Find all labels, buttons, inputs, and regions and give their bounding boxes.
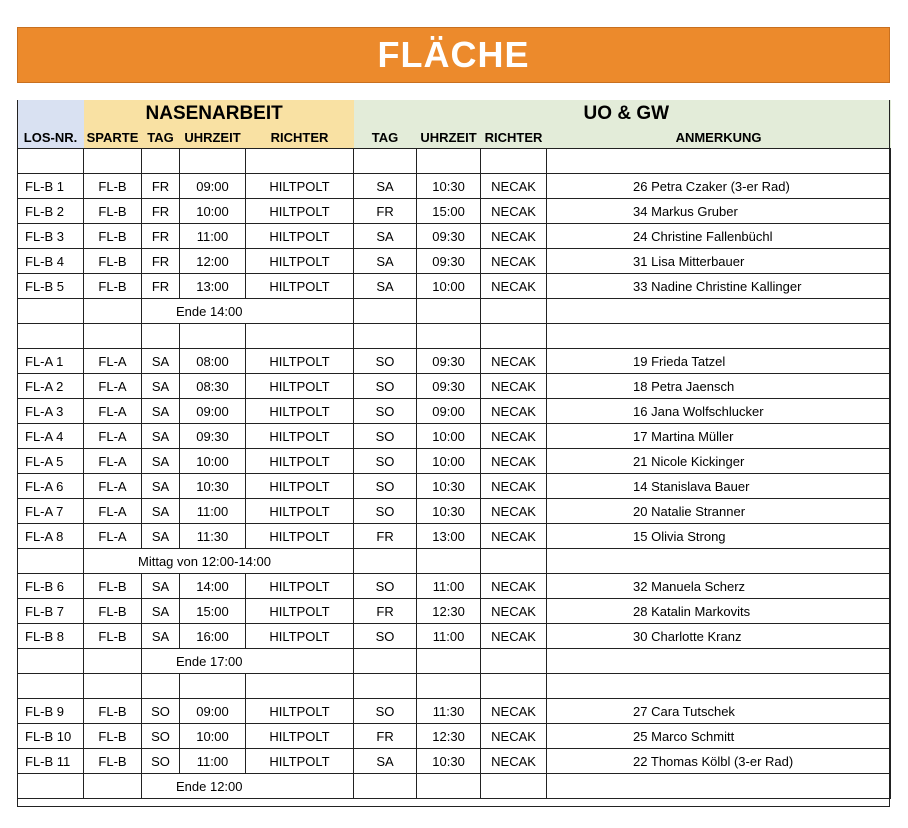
empty-cell bbox=[84, 149, 142, 174]
sparte-cell: FL-B bbox=[84, 224, 142, 249]
empty-cell bbox=[354, 149, 417, 174]
richter-cell: HILTPOLT bbox=[246, 374, 354, 399]
richter-cell: NECAK bbox=[481, 199, 547, 224]
uhrzeit-cell: 11:00 bbox=[180, 749, 246, 774]
uhrzeit-cell: 13:00 bbox=[417, 524, 481, 549]
tag-cell: SA bbox=[142, 374, 180, 399]
anmerkung-cell: 25 Marco Schmitt bbox=[547, 724, 891, 749]
tag-cell: SA bbox=[142, 474, 180, 499]
richter-cell: HILTPOLT bbox=[246, 249, 354, 274]
empty-cell bbox=[481, 649, 547, 674]
empty-cell bbox=[18, 774, 84, 799]
tag-cell: SA bbox=[142, 424, 180, 449]
anmerkung-cell: 26 Petra Czaker (3-er Rad) bbox=[547, 174, 891, 199]
uhrzeit-cell: 16:00 bbox=[180, 624, 246, 649]
sparte-cell: FL-B bbox=[84, 624, 142, 649]
sparte-cell: FL-A bbox=[84, 474, 142, 499]
los-nr-cell: FL-A 7 bbox=[18, 499, 84, 524]
sparte-cell: FL-B bbox=[84, 574, 142, 599]
empty-cell bbox=[547, 549, 891, 574]
uhrzeit-cell: 11:00 bbox=[417, 574, 481, 599]
uhrzeit-cell: 12:30 bbox=[417, 724, 481, 749]
richter-cell: NECAK bbox=[481, 624, 547, 649]
empty-cell bbox=[84, 674, 142, 699]
schedule-body bbox=[18, 100, 891, 799]
anmerkung-cell: 19 Frieda Tatzel bbox=[547, 349, 891, 374]
anmerkung-cell: 24 Christine Fallenbüchl bbox=[547, 224, 891, 249]
richter-cell: HILTPOLT bbox=[246, 474, 354, 499]
empty-cell bbox=[180, 674, 246, 699]
empty-cell bbox=[547, 149, 891, 174]
anmerkung-cell: 31 Lisa Mitterbauer bbox=[547, 249, 891, 274]
empty-cell bbox=[547, 674, 891, 699]
tag-cell: SO bbox=[354, 374, 417, 399]
info-row bbox=[18, 299, 891, 324]
tag-cell: SO bbox=[354, 699, 417, 724]
richter-cell: NECAK bbox=[481, 749, 547, 774]
uhrzeit-cell: 10:00 bbox=[180, 199, 246, 224]
col-uhrzeit-uo-gw: UHRZEIT bbox=[417, 127, 481, 149]
los-nr-cell: FL-B 11 bbox=[18, 749, 84, 774]
richter-cell: HILTPOLT bbox=[246, 524, 354, 549]
anmerkung-cell: 16 Jana Wolfschlucker bbox=[547, 399, 891, 424]
sparte-cell: FL-B bbox=[84, 199, 142, 224]
table-row bbox=[18, 474, 891, 499]
empty-cell bbox=[481, 299, 547, 324]
uhrzeit-cell: 11:00 bbox=[180, 224, 246, 249]
anmerkung-cell: 15 Olivia Strong bbox=[547, 524, 891, 549]
tag-cell: SO bbox=[354, 499, 417, 524]
sparte-cell: FL-B bbox=[84, 174, 142, 199]
sparte-cell: FL-B bbox=[84, 699, 142, 724]
tag-cell: SA bbox=[354, 249, 417, 274]
richter-cell: HILTPOLT bbox=[246, 399, 354, 424]
uhrzeit-cell: 12:00 bbox=[180, 249, 246, 274]
tag-cell: SA bbox=[142, 349, 180, 374]
uhrzeit-cell: 09:30 bbox=[417, 224, 481, 249]
empty-cell bbox=[547, 774, 891, 799]
empty-cell bbox=[354, 674, 417, 699]
los-nr-cell: FL-B 2 bbox=[18, 199, 84, 224]
los-nr-cell: FL-B 5 bbox=[18, 274, 84, 299]
tag-cell: FR bbox=[142, 199, 180, 224]
richter-cell: NECAK bbox=[481, 349, 547, 374]
uhrzeit-cell: 11:00 bbox=[417, 624, 481, 649]
uhrzeit-cell: 10:00 bbox=[417, 274, 481, 299]
empty-cell bbox=[246, 324, 354, 349]
richter-cell: HILTPOLT bbox=[246, 449, 354, 474]
empty-cell bbox=[246, 674, 354, 699]
tag-cell: SO bbox=[354, 624, 417, 649]
sparte-cell: FL-B bbox=[84, 749, 142, 774]
sparte-cell: FL-B bbox=[84, 274, 142, 299]
uhrzeit-cell: 13:00 bbox=[180, 274, 246, 299]
tag-cell: FR bbox=[142, 224, 180, 249]
empty-cell bbox=[180, 149, 246, 174]
empty-cell bbox=[417, 649, 481, 674]
empty-cell bbox=[354, 649, 417, 674]
uhrzeit-cell: 10:30 bbox=[417, 749, 481, 774]
richter-cell: HILTPOLT bbox=[246, 574, 354, 599]
anmerkung-cell: 22 Thomas Kölbl (3-er Rad) bbox=[547, 749, 891, 774]
empty-cell bbox=[142, 149, 180, 174]
tag-cell: FR bbox=[142, 249, 180, 274]
empty-cell bbox=[18, 324, 84, 349]
anmerkung-cell: 17 Martina Müller bbox=[547, 424, 891, 449]
richter-cell: NECAK bbox=[481, 424, 547, 449]
table-row bbox=[18, 574, 891, 599]
tag-cell: SO bbox=[354, 349, 417, 374]
empty-cell bbox=[481, 324, 547, 349]
tag-cell: FR bbox=[354, 524, 417, 549]
uhrzeit-cell: 10:30 bbox=[417, 474, 481, 499]
uhrzeit-cell: 09:30 bbox=[417, 349, 481, 374]
schedule-note: Ende 14:00 bbox=[142, 299, 354, 324]
schedule-note: Ende 17:00 bbox=[142, 649, 354, 674]
table-row bbox=[18, 399, 891, 424]
title-spacer bbox=[17, 83, 890, 100]
richter-cell: NECAK bbox=[481, 374, 547, 399]
empty-cell bbox=[417, 674, 481, 699]
sparte-cell: FL-A bbox=[84, 499, 142, 524]
los-nr-cell: FL-A 4 bbox=[18, 424, 84, 449]
empty-cell bbox=[84, 774, 142, 799]
uhrzeit-cell: 11:30 bbox=[417, 699, 481, 724]
tag-cell: SA bbox=[142, 399, 180, 424]
empty-cell bbox=[417, 299, 481, 324]
empty-cell bbox=[18, 674, 84, 699]
sparte-cell: FL-A bbox=[84, 374, 142, 399]
los-nr-cell: FL-B 8 bbox=[18, 624, 84, 649]
richter-cell: HILTPOLT bbox=[246, 699, 354, 724]
richter-cell: HILTPOLT bbox=[246, 624, 354, 649]
tag-cell: FR bbox=[142, 274, 180, 299]
los-nr-cell: FL-A 3 bbox=[18, 399, 84, 424]
los-nr-cell: FL-A 6 bbox=[18, 474, 84, 499]
empty-cell bbox=[246, 149, 354, 174]
sparte-cell: FL-B bbox=[84, 249, 142, 274]
schedule-note: Mittag von 12:00-14:00 bbox=[84, 549, 354, 574]
group-los bbox=[18, 100, 84, 127]
tag-cell: SA bbox=[142, 524, 180, 549]
uhrzeit-cell: 10:00 bbox=[417, 424, 481, 449]
anmerkung-cell: 27 Cara Tutschek bbox=[547, 699, 891, 724]
uhrzeit-cell: 09:00 bbox=[180, 174, 246, 199]
uhrzeit-cell: 09:30 bbox=[417, 374, 481, 399]
empty-cell bbox=[354, 549, 417, 574]
richter-cell: HILTPOLT bbox=[246, 199, 354, 224]
richter-cell: NECAK bbox=[481, 449, 547, 474]
uhrzeit-cell: 09:30 bbox=[417, 249, 481, 274]
tag-cell: SO bbox=[142, 749, 180, 774]
sparte-cell: FL-B bbox=[84, 599, 142, 624]
tag-cell: SA bbox=[142, 574, 180, 599]
los-nr-cell: FL-A 5 bbox=[18, 449, 84, 474]
richter-cell: NECAK bbox=[481, 224, 547, 249]
empty-cell bbox=[481, 674, 547, 699]
col-uhrzeit-nasenarbeit: UHRZEIT bbox=[180, 127, 246, 149]
sparte-cell: FL-B bbox=[84, 724, 142, 749]
anmerkung-cell: 30 Charlotte Kranz bbox=[547, 624, 891, 649]
uhrzeit-cell: 08:30 bbox=[180, 374, 246, 399]
col-tag-nasenarbeit: TAG bbox=[142, 127, 180, 149]
los-nr-cell: FL-B 6 bbox=[18, 574, 84, 599]
empty-cell bbox=[354, 324, 417, 349]
uhrzeit-cell: 09:00 bbox=[180, 699, 246, 724]
uhrzeit-cell: 10:00 bbox=[417, 449, 481, 474]
group-uo-gw: UO & GW bbox=[354, 100, 891, 127]
blank-row bbox=[18, 324, 891, 349]
table-row bbox=[18, 199, 891, 224]
table-row bbox=[18, 699, 891, 724]
los-nr-cell: FL-A 1 bbox=[18, 349, 84, 374]
empty-cell bbox=[481, 149, 547, 174]
empty-cell bbox=[180, 324, 246, 349]
col-richter-nasenarbeit: RICHTER bbox=[246, 127, 354, 149]
table-row bbox=[18, 524, 891, 549]
anmerkung-cell: 32 Manuela Scherz bbox=[547, 574, 891, 599]
los-nr-cell: FL-B 9 bbox=[18, 699, 84, 724]
tag-cell: SO bbox=[354, 574, 417, 599]
richter-cell: NECAK bbox=[481, 174, 547, 199]
table-row bbox=[18, 224, 891, 249]
table-row bbox=[18, 499, 891, 524]
anmerkung-cell: 28 Katalin Markovits bbox=[547, 599, 891, 624]
uhrzeit-cell: 09:00 bbox=[180, 399, 246, 424]
uhrzeit-cell: 10:00 bbox=[180, 449, 246, 474]
table-row bbox=[18, 249, 891, 274]
blank-row bbox=[18, 149, 891, 174]
tag-cell: SA bbox=[142, 449, 180, 474]
table-row bbox=[18, 274, 891, 299]
richter-cell: HILTPOLT bbox=[246, 349, 354, 374]
table-row bbox=[18, 449, 891, 474]
los-nr-cell: FL-B 10 bbox=[18, 724, 84, 749]
table-row bbox=[18, 724, 891, 749]
schedule-sheet bbox=[17, 27, 890, 799]
col-tag-uo-gw: TAG bbox=[354, 127, 417, 149]
empty-cell bbox=[547, 649, 891, 674]
los-nr-cell: FL-B 3 bbox=[18, 224, 84, 249]
richter-cell: NECAK bbox=[481, 249, 547, 274]
empty-cell bbox=[417, 549, 481, 574]
tag-cell: SO bbox=[142, 724, 180, 749]
anmerkung-cell: 14 Stanislava Bauer bbox=[547, 474, 891, 499]
column-header-row bbox=[18, 127, 891, 149]
uhrzeit-cell: 08:00 bbox=[180, 349, 246, 374]
empty-cell bbox=[84, 324, 142, 349]
empty-cell bbox=[547, 299, 891, 324]
empty-cell bbox=[18, 299, 84, 324]
sheet-title: FLÄCHE bbox=[17, 27, 890, 83]
empty-cell bbox=[18, 649, 84, 674]
table-row bbox=[18, 174, 891, 199]
anmerkung-cell: 33 Nadine Christine Kallinger bbox=[547, 274, 891, 299]
table-row bbox=[18, 374, 891, 399]
empty-cell bbox=[547, 324, 891, 349]
table-row bbox=[18, 349, 891, 374]
tag-cell: SO bbox=[142, 699, 180, 724]
table-row bbox=[18, 599, 891, 624]
empty-cell bbox=[481, 549, 547, 574]
richter-cell: NECAK bbox=[481, 274, 547, 299]
info-row bbox=[18, 774, 891, 799]
richter-cell: NECAK bbox=[481, 524, 547, 549]
anmerkung-cell: 20 Natalie Stranner bbox=[547, 499, 891, 524]
table-row bbox=[18, 624, 891, 649]
richter-cell: NECAK bbox=[481, 499, 547, 524]
uhrzeit-cell: 10:30 bbox=[417, 499, 481, 524]
tag-cell: SA bbox=[354, 224, 417, 249]
empty-cell bbox=[417, 324, 481, 349]
anmerkung-cell: 21 Nicole Kickinger bbox=[547, 449, 891, 474]
col-los-nr: LOS-NR. bbox=[18, 127, 84, 149]
richter-cell: HILTPOLT bbox=[246, 224, 354, 249]
richter-cell: HILTPOLT bbox=[246, 274, 354, 299]
tag-cell: SO bbox=[354, 449, 417, 474]
anmerkung-cell: 18 Petra Jaensch bbox=[547, 374, 891, 399]
uhrzeit-cell: 10:00 bbox=[180, 724, 246, 749]
uhrzeit-cell: 11:30 bbox=[180, 524, 246, 549]
sparte-cell: FL-A bbox=[84, 424, 142, 449]
los-nr-cell: FL-B 7 bbox=[18, 599, 84, 624]
uhrzeit-cell: 09:30 bbox=[180, 424, 246, 449]
sparte-cell: FL-A bbox=[84, 399, 142, 424]
info-row bbox=[18, 549, 891, 574]
empty-cell bbox=[142, 674, 180, 699]
schedule-table bbox=[17, 100, 891, 799]
richter-cell: NECAK bbox=[481, 699, 547, 724]
schedule-note: Ende 12:00 bbox=[142, 774, 354, 799]
anmerkung-cell: 34 Markus Gruber bbox=[547, 199, 891, 224]
richter-cell: NECAK bbox=[481, 724, 547, 749]
tag-cell: SA bbox=[354, 174, 417, 199]
uhrzeit-cell: 11:00 bbox=[180, 499, 246, 524]
empty-cell bbox=[142, 324, 180, 349]
table-row bbox=[18, 424, 891, 449]
richter-cell: HILTPOLT bbox=[246, 499, 354, 524]
sparte-cell: FL-A bbox=[84, 524, 142, 549]
tag-cell: SA bbox=[354, 274, 417, 299]
richter-cell: HILTPOLT bbox=[246, 724, 354, 749]
col-richter-uo-gw: RICHTER bbox=[481, 127, 547, 149]
los-nr-cell: FL-B 1 bbox=[18, 174, 84, 199]
group-header-row bbox=[18, 100, 891, 127]
col-anmerkung: ANMERKUNG bbox=[547, 127, 891, 149]
empty-cell bbox=[84, 649, 142, 674]
richter-cell: NECAK bbox=[481, 474, 547, 499]
empty-cell bbox=[481, 774, 547, 799]
tag-cell: SO bbox=[354, 474, 417, 499]
uhrzeit-cell: 09:00 bbox=[417, 399, 481, 424]
tag-cell: SA bbox=[142, 624, 180, 649]
blank-row bbox=[18, 674, 891, 699]
tag-cell: FR bbox=[354, 199, 417, 224]
sparte-cell: FL-A bbox=[84, 449, 142, 474]
richter-cell: NECAK bbox=[481, 574, 547, 599]
uhrzeit-cell: 10:30 bbox=[180, 474, 246, 499]
empty-cell bbox=[18, 149, 84, 174]
richter-cell: HILTPOLT bbox=[246, 749, 354, 774]
empty-cell bbox=[354, 774, 417, 799]
empty-cell bbox=[354, 299, 417, 324]
tag-cell: FR bbox=[354, 724, 417, 749]
tag-cell: SA bbox=[142, 499, 180, 524]
tag-cell: SO bbox=[354, 424, 417, 449]
tag-cell: FR bbox=[354, 599, 417, 624]
tag-cell: FR bbox=[142, 174, 180, 199]
empty-cell bbox=[417, 774, 481, 799]
tag-cell: SA bbox=[354, 749, 417, 774]
empty-cell bbox=[18, 549, 84, 574]
los-nr-cell: FL-A 2 bbox=[18, 374, 84, 399]
uhrzeit-cell: 15:00 bbox=[180, 599, 246, 624]
los-nr-cell: FL-B 4 bbox=[18, 249, 84, 274]
table-row bbox=[18, 749, 891, 774]
tag-cell: SO bbox=[354, 399, 417, 424]
richter-cell: HILTPOLT bbox=[246, 174, 354, 199]
info-row bbox=[18, 649, 891, 674]
empty-cell bbox=[417, 149, 481, 174]
uhrzeit-cell: 12:30 bbox=[417, 599, 481, 624]
tag-cell: SA bbox=[142, 599, 180, 624]
group-nasenarbeit: NASENARBEIT bbox=[84, 100, 354, 127]
uhrzeit-cell: 15:00 bbox=[417, 199, 481, 224]
empty-cell bbox=[84, 299, 142, 324]
richter-cell: NECAK bbox=[481, 599, 547, 624]
uhrzeit-cell: 14:00 bbox=[180, 574, 246, 599]
richter-cell: NECAK bbox=[481, 399, 547, 424]
richter-cell: HILTPOLT bbox=[246, 599, 354, 624]
sparte-cell: FL-A bbox=[84, 349, 142, 374]
col-sparte: SPARTE bbox=[84, 127, 142, 149]
richter-cell: HILTPOLT bbox=[246, 424, 354, 449]
uhrzeit-cell: 10:30 bbox=[417, 174, 481, 199]
los-nr-cell: FL-A 8 bbox=[18, 524, 84, 549]
